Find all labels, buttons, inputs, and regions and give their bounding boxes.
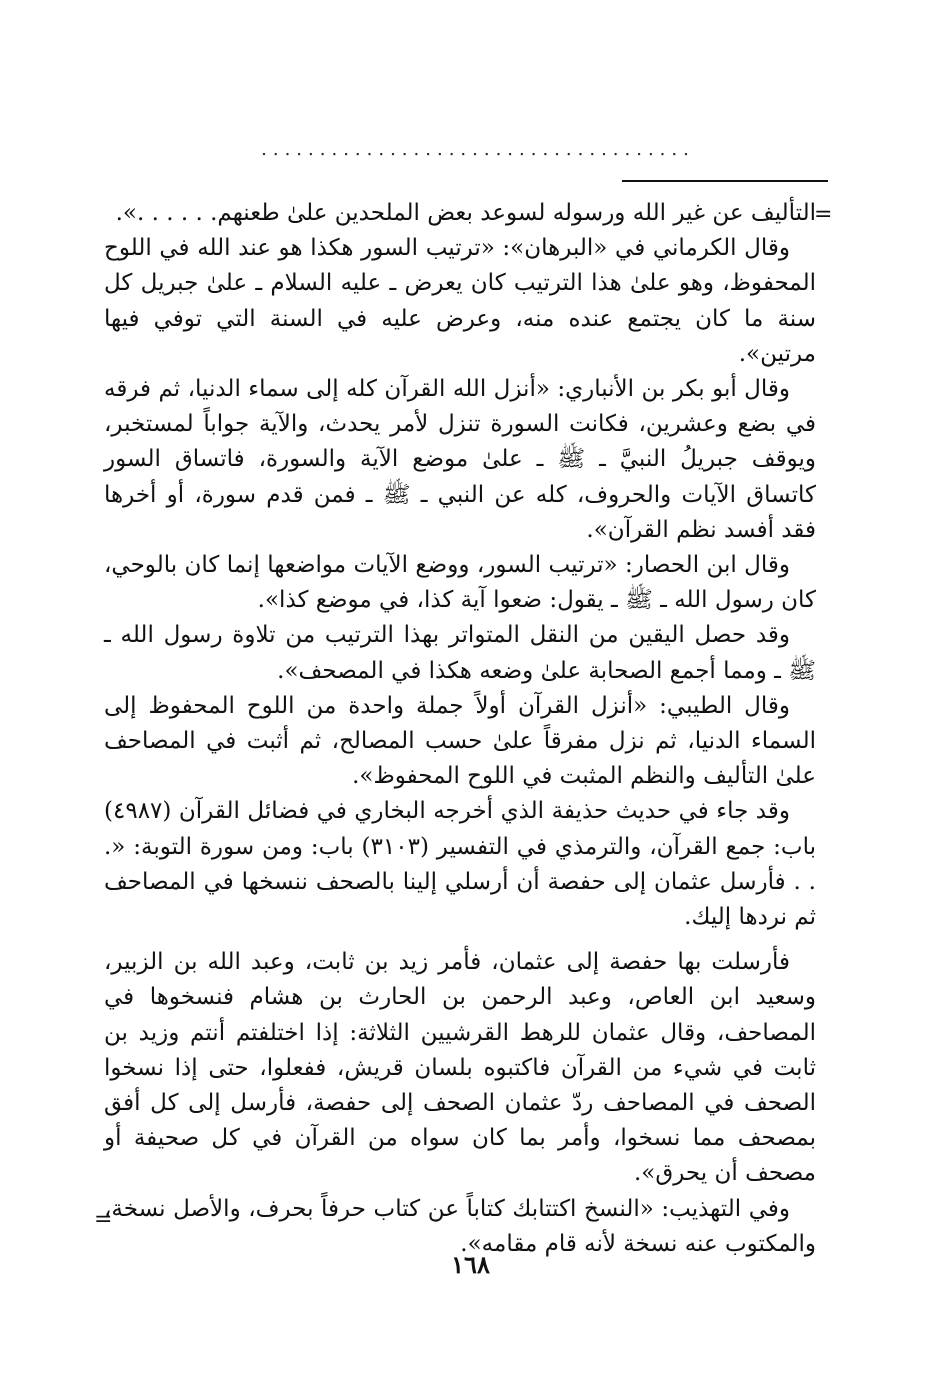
paragraph-hudhayfa-hadith: وقد جاء في حديث حذيفة الذي أخرجه البخاري في فضائل القرآن (٤٩٨٧) باب: جمع القرآن، والترمذي في التفسير (٣١٠٣) باب: ومن سورة التوبة: «. . . فأرسل عثمان إلى حفصة أن أرسلي إلينا بالصحف ننسخها في المصاحف ثم نردها إليك. <box>104 798 816 931</box>
paragraph-kirmani-quote: وقال الكرماني في «البرهان»: «ترتيب السور هكذا هو عند الله في اللوح المحفوظ، وهو علىٰ هذا الترتيب كان يعرض ـ عليه السلام ـ علىٰ جبريل كل سنة ما كان يجتمع عنده منه، وعرض عليه في السنة التي توفي فيها مرتين». <box>104 235 816 367</box>
page-number: ١٦٨ <box>451 1250 490 1279</box>
paragraph-hafsa-uthman: فأرسلت بها حفصة إلى عثمان، فأمر زيد بن ثابت، وعبد الله بن الزبير، وسعيد ابن العاص، وعبد الرحمن بن الحارث بن هشام فنسخوها في المصاحف، وقال عثمان للرهط القرشيين الثلاثة: إذا اختلفتم أنتم وزيد بن ثابت في شيء من القرآن فاكتبوه بلسان قريش، ففعلوا، حتى إذا نسخوا الصحف في المصاحف ردّ عثمان الصحف إلى حفصة، فأرسل إلى كل أفق بمصحف مما نسخوا، وأمر بما كان سواه من القرآن في كل صحيفة أو مصحف أن يحرق». <box>104 949 816 1187</box>
paragraph-hassar-quote: وقال ابن الحصار: «ترتيب السور، ووضع الآيات مواضعها إنما كان بالوحي، كان رسول الله ـ ﷺ ـ يقول: ضعوا آية كذا، في موضع كذا». <box>104 552 816 614</box>
paragraph-certainty: وقد حصل اليقين من النقل المتواتر بهذا الترتيب من تلاوة رسول الله ـ ﷺ ـ ومما أجمع الصحابة علىٰ وضعه هكذا في المصحف». <box>104 622 816 684</box>
paragraph-anbari-quote: وقال أبو بكر بن الأنباري: «أنزل الله القرآن كله إلى سماء الدنيا، ثم فرقه في بضع وعشرين، فكانت السورة تنزل لأمر يحدث، والآية جواباً لمستخبر، ويوقف جبريلُ النبيَّ ـ ﷺ ـ علىٰ موضع الآية والسورة، فاتساق السور كاتساق الآيات والحروف، كله عن النبي ـ ﷺ ـ فمن قدم سورة، أو أخرها فقد أفسد نظم القرآن». <box>104 376 816 543</box>
paragraph-tibi-quote: وقال الطيبي: «أنزل القرآن أولاً جملة واحدة من اللوح المحفوظ إلى السماء الدنيا، ثم نزل مفرقاً علىٰ حسب المصالح، ثم أثبت في المصاحف علىٰ التأليف والنظم المثبت في اللوح المحفوظ». <box>104 692 816 790</box>
continuation-mark-bottom: = <box>94 1207 113 1232</box>
dotted-header-line: ..................................... <box>261 142 695 158</box>
paragraph-continuation: التأليف عن غير الله ورسوله لسوعد بعض الملحدين علىٰ طعنهم. . . . . .». <box>115 200 816 226</box>
footnote-text-block <box>104 196 816 1262</box>
continuation-mark-top: = <box>814 202 833 227</box>
footnote-separator-rule <box>622 180 828 182</box>
paragraph-tahdhib-quote: وفي التهذيب: «النسخ اكتتابك كتاباً عن كتاب حرفاً بحرف، والأصل نسخة، والمكتوب عنه نسخة لأنه قام مقامه». <box>104 1195 816 1257</box>
